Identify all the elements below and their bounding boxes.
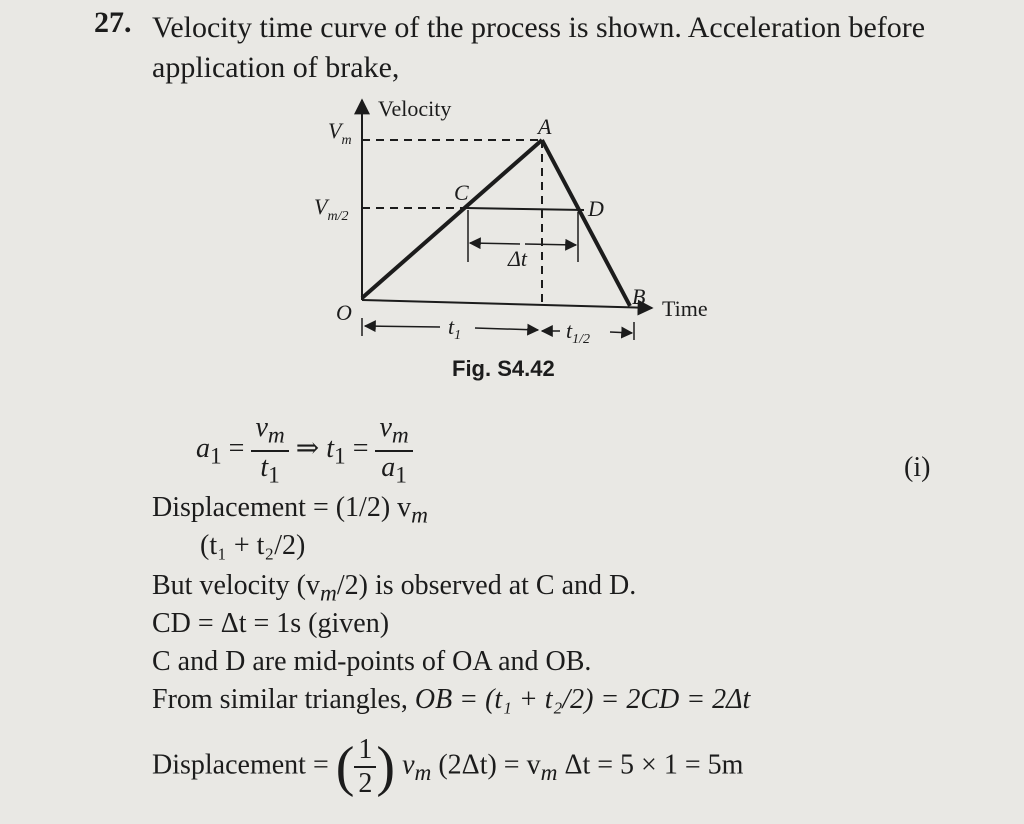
question-line-1: Velocity time curve of the process is shown. Acceleration before bbox=[152, 11, 926, 44]
line-OA bbox=[362, 140, 542, 298]
velocity-observation: But velocity $(v_m/2)$ is observed at C and D. bbox=[152, 570, 637, 607]
delta-t-label: Δt bbox=[508, 246, 528, 271]
point-a-label: A bbox=[538, 114, 552, 139]
displacement-line: Displacement = (1/2) $v_m$ bbox=[152, 492, 429, 529]
t1-arrow-left bbox=[365, 326, 440, 327]
delta-t-arrow-left bbox=[470, 243, 520, 244]
point-d-label: D bbox=[588, 196, 604, 221]
vm-label: $V_m$ bbox=[328, 118, 352, 148]
point-o-label: O bbox=[336, 300, 352, 325]
displacement-line-2: (t₁ + t₂/2) bbox=[200, 530, 306, 561]
question-number: 27. bbox=[94, 6, 132, 39]
x-axis-label: Time bbox=[662, 296, 708, 321]
t12-label: $t_{1/2}$ bbox=[566, 318, 591, 347]
y-axis-label: Velocity bbox=[378, 96, 452, 121]
equation-tag-i: (i) bbox=[904, 452, 931, 483]
midpoints-line: C and D are mid-points of OA and OB. bbox=[152, 646, 592, 677]
equation-acceleration: $a_1$ = $\frac{v_m}{t_1}$ ⇒ $t_1$ = $\frac{v_m}{a_1}$ bbox=[196, 412, 413, 489]
line-AB bbox=[542, 140, 630, 306]
point-c-label: C bbox=[454, 180, 469, 205]
delta-t-arrow-right bbox=[525, 244, 576, 245]
final-displacement: Displacement = ( $\frac{1}{2}$ ) $v_m$ $(2\Delta t) = v_m$ Δt = 5 × 1 = 5m bbox=[152, 734, 744, 799]
x-axis bbox=[362, 300, 652, 308]
fraction-vm-t1: $\frac{v_m}{t_1}$ bbox=[251, 412, 288, 489]
fraction-half: $\frac{1}{2}$ bbox=[354, 734, 376, 800]
vm2-label: $V_{m/2}$ bbox=[314, 194, 349, 224]
cd-line: CD = Δt = 1s (given) bbox=[152, 608, 390, 639]
figure-caption: Fig. S4.42 bbox=[452, 356, 555, 381]
t1-label: $t_1$ bbox=[448, 314, 462, 343]
point-b-label: B bbox=[632, 284, 646, 309]
t12-arrow-right bbox=[610, 332, 632, 333]
question-line-2: application of brake, bbox=[152, 51, 400, 84]
line-CD bbox=[466, 208, 584, 210]
t1-arrow-right bbox=[475, 328, 538, 330]
similar-triangles-line: From similar triangles, OB = (t₁ + t₂/2) = 2CD = 2Δt bbox=[152, 684, 751, 715]
fraction-vm-a1: $\frac{v_m}{a_1}$ bbox=[375, 412, 412, 489]
